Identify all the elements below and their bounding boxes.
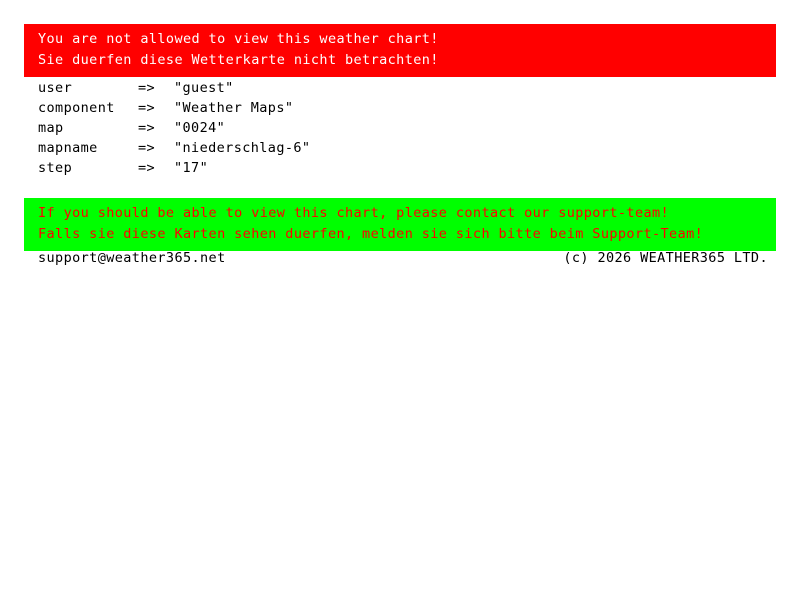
table-row [38,100,310,120]
param-value: "Weather Maps" [174,100,294,116]
param-key: map [38,120,64,136]
table-row [38,140,310,160]
param-key: mapname [38,140,98,156]
param-key: component [38,100,115,116]
page-footer [38,250,768,266]
access-denied-banner [24,24,776,77]
support-message-de: Falls sie diese Karten sehen duerfen, melden sie sich bitte beim Support-Team! [38,226,704,242]
support-banner [24,198,776,251]
param-arrow: => [138,80,156,96]
param-arrow: => [138,120,156,136]
param-value: "niederschlag-6" [174,140,311,156]
param-arrow: => [138,140,156,156]
support-message-en: If you should be able to view this chart, please contact our support-team! [38,205,670,221]
param-arrow: => [138,100,156,116]
param-key: step [38,160,73,176]
copyright-notice: (c) 2026 WEATHER365 LTD. [563,250,768,266]
param-value: "17" [174,160,209,176]
request-parameters-table [38,80,310,180]
access-denied-message-de: Sie duerfen diese Wetterkarte nicht betrachten! [38,52,439,68]
table-row [38,160,310,180]
support-email-link[interactable]: support@weather365.net [38,250,226,266]
table-row [38,80,310,100]
access-denied-message-en: You are not allowed to view this weather chart! [38,31,439,47]
param-arrow: => [138,160,156,176]
param-value: "guest" [174,80,234,96]
param-key: user [38,80,73,96]
table-row [38,120,310,140]
param-value: "0024" [174,120,226,136]
